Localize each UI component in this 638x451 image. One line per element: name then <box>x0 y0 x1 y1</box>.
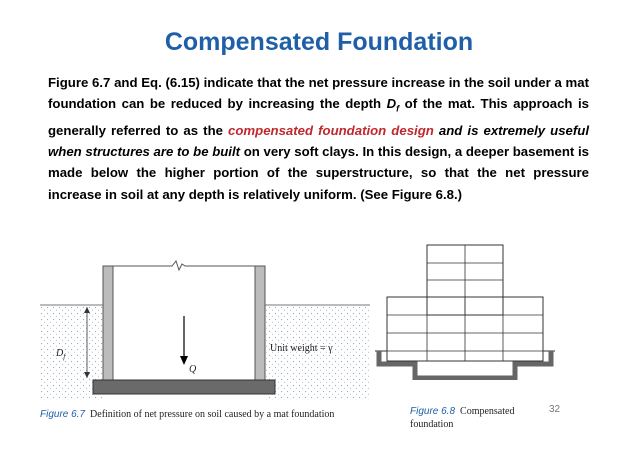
para-part-2: of the mat. This approach is generally referred to as the <box>48 96 589 139</box>
body-paragraph <box>48 72 589 205</box>
depth-label: $D_f$ <box>56 348 66 361</box>
figure-6-8-caption: Figure 6.8 Compensated foundation <box>410 406 515 430</box>
page-number: 32 <box>549 404 561 415</box>
left-wall <box>103 266 113 382</box>
depth-symbol: $D_f$ <box>386 96 400 114</box>
right-wall <box>255 266 265 382</box>
mat-foundation <box>93 380 275 394</box>
figure-6-7-diagram <box>40 252 370 402</box>
para-part-1: Figure 6.7 and Eq. (6.15) indicate that the net pressure increase in the soil under a mat foundation can be reduced by increasing the depth <box>48 75 589 112</box>
figure-6-8-diagram <box>375 240 595 380</box>
load-label: Q <box>189 364 197 375</box>
load-arrow-head <box>180 356 188 365</box>
highlighted-term: compensated foundation design <box>228 123 434 139</box>
figure-6-7-caption: Figure 6.7 Definition of net pressure on soil caused by a mat foundation <box>40 409 335 420</box>
para-part-3: and is extremely useful when structures are to be built <box>48 123 589 160</box>
unit-weight-label: Unit weight = γ <box>270 343 333 354</box>
slide-title: Compensated Foundation <box>164 28 474 56</box>
para-part-4: on very soft clays. In this design, a deeper basement is made below the higher portion of the superstructure, so that the net pressure increase in soil at any depth is relatively uniform. (See Figure 6.8.) <box>48 144 589 202</box>
break-line <box>113 261 255 270</box>
